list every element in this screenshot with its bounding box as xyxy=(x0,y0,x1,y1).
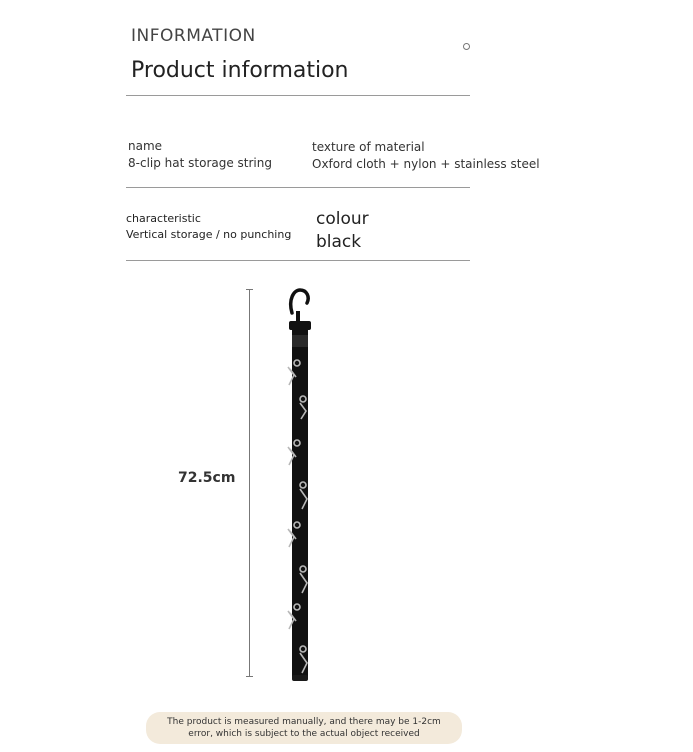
measurement-note xyxy=(146,712,462,744)
measurement-line xyxy=(249,289,250,677)
strap xyxy=(292,329,308,679)
texture-label: texture of material xyxy=(312,140,425,154)
divider xyxy=(126,260,470,261)
characteristic-value: Vertical storage / no punching xyxy=(126,228,292,241)
name-label: name xyxy=(128,139,163,153)
note-line-2: error, which is subject to the actual object received xyxy=(188,729,420,739)
strap-patch xyxy=(292,335,308,347)
name-value: 8-clip hat storage string xyxy=(128,156,272,170)
measurement-cap-bottom xyxy=(246,676,253,677)
dot-decoration xyxy=(463,43,470,50)
divider xyxy=(126,187,470,188)
section-eyebrow: INFORMATION xyxy=(131,26,256,46)
measurement-cap-top xyxy=(246,289,253,290)
page-title: Product information xyxy=(131,58,349,83)
product-image xyxy=(270,285,330,685)
divider xyxy=(126,95,470,96)
texture-value: Oxford cloth + nylon + stainless steel xyxy=(312,157,540,171)
characteristic-label: characteristic xyxy=(126,212,201,225)
colour-value: black xyxy=(316,232,362,252)
hook-icon xyxy=(291,290,308,313)
length-label: 72.5cm xyxy=(178,470,236,486)
note-line-1: The product is measured manually, and there may be 1-2cm xyxy=(167,717,441,727)
colour-label: colour xyxy=(316,209,369,229)
